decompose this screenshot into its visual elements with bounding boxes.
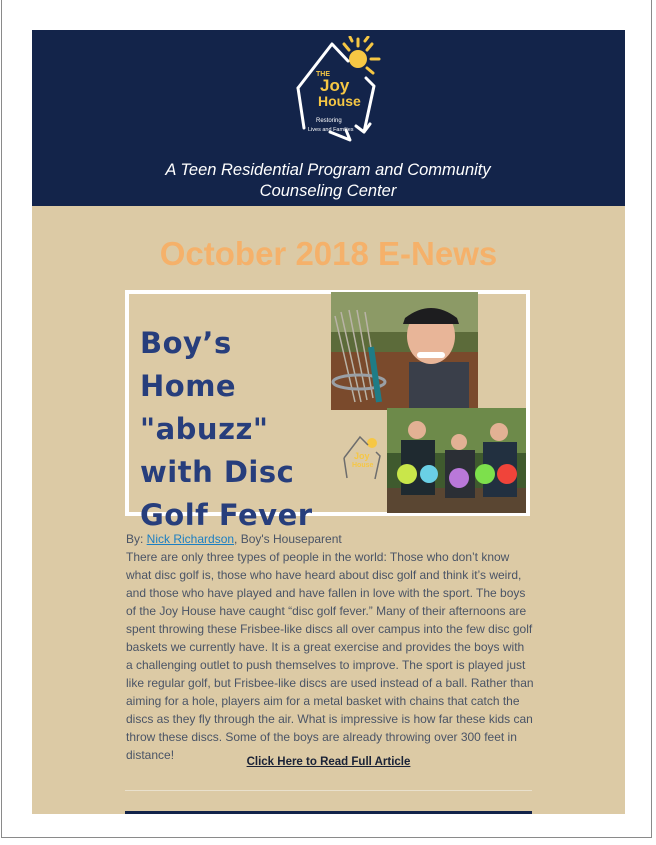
read-full-article-link[interactable]: Click Here to Read Full Article [246, 756, 411, 768]
author-link[interactable]: Nick Richardson [146, 532, 235, 546]
disc-golf-photo-boys [387, 408, 526, 513]
author-role: , Boy's Houseparent [234, 532, 342, 546]
mini-logo-name-line1: Joy [354, 451, 370, 461]
section-divider [125, 790, 532, 791]
logo-name-line2: House [318, 93, 361, 109]
next-section-border [125, 811, 532, 814]
article-body: There are only three types of people in the world: Those who don’t know what disc golf is, those who have heard about disc golf and think it’s weird, and those who have played and have fallen in love with the sport. The boys of the Joy House have caught “disc golf fever.” Many of their afternoons are spent throwing these Frisbee-like discs all over campus into the few disc golf baskets we currently have. It is a great exercise and provides the boys with a challenging outlet to push themselves to improve. The sport is played just like regular golf, but Frisbee-like discs are used instead of a ball. Rather than aiming for a hole, players aim for a metal basket with chains that catch the discs as they fly through the air. What is impressive is how far these kids can throw these discs. Some of the boys are already throwing over 300 feet in distance! [126, 550, 534, 762]
headline-line-2: "abuzz" [140, 412, 269, 446]
joy-house-logo [286, 36, 386, 146]
banner-headline [140, 322, 330, 537]
headline-line-4: Golf Fever [140, 498, 313, 532]
byline-prefix: By: [126, 532, 147, 546]
tagline-line1: A Teen Residential Program and Community [165, 161, 491, 179]
newsletter-title: October 2018 E-News [159, 235, 498, 272]
article-byline [126, 530, 536, 548]
headline-line-3: with Disc [140, 455, 295, 489]
logo-motto-line1: Restoring [316, 118, 342, 124]
header-tagline [0, 160, 656, 202]
joy-house-mini-logo [338, 432, 386, 486]
logo-name-line1: Joy [320, 76, 350, 95]
sun-icon [344, 37, 379, 73]
headline-line-1: Boy’s Home [140, 326, 237, 403]
logo-motto-line2: Lives and Families [308, 127, 354, 133]
tagline-line2: Counseling Center [259, 182, 397, 200]
logo-the: THE [316, 71, 330, 78]
disc-golf-photo-player [331, 292, 478, 410]
mini-logo-name-line2: House [352, 462, 374, 469]
